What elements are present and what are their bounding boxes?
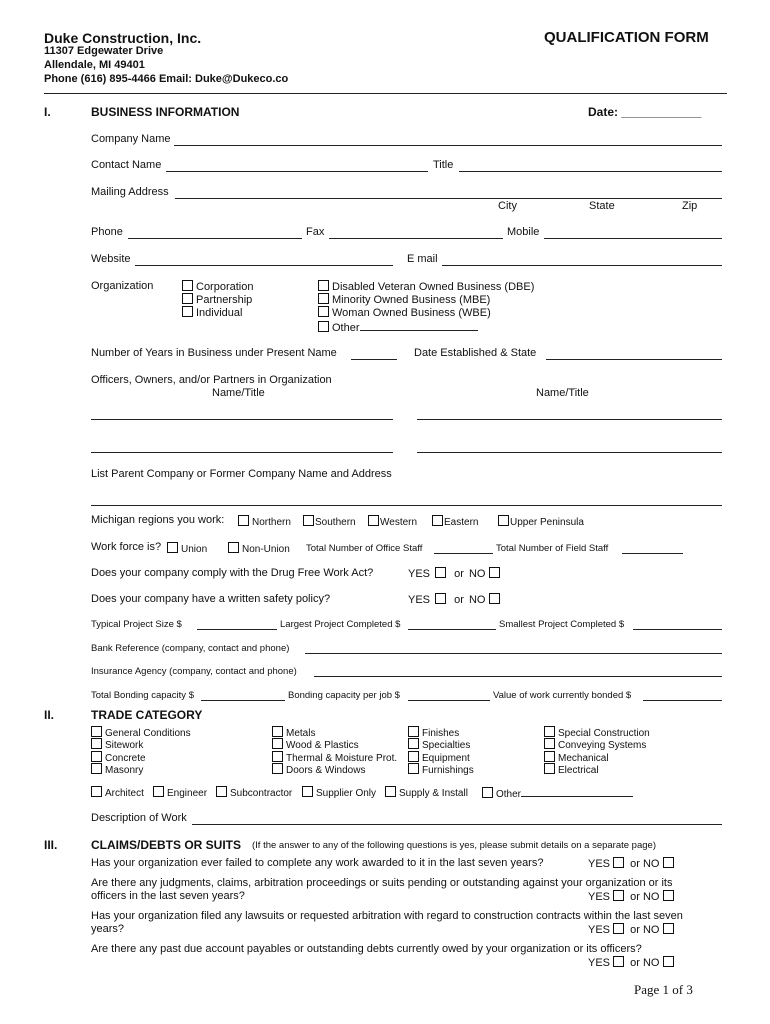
checkbox[interactable]	[408, 726, 419, 737]
typical-size-label: Typical Project Size $	[91, 619, 182, 630]
checkbox[interactable]	[368, 515, 379, 526]
parent-company-field[interactable]	[91, 505, 722, 506]
checkbox[interactable]	[385, 786, 396, 797]
claims-answer-1: YES or NO	[588, 857, 677, 870]
typical-size-field[interactable]	[197, 629, 277, 630]
email-field[interactable]	[442, 265, 722, 266]
website-field[interactable]	[135, 265, 393, 266]
section-1-title: BUSINESS INFORMATION	[91, 105, 240, 119]
q3-yes-checkbox[interactable]	[613, 923, 624, 934]
claims-answer-2: YES or NO	[588, 890, 677, 903]
checkbox[interactable]	[91, 786, 102, 797]
checkbox[interactable]	[318, 306, 329, 317]
checkbox[interactable]	[408, 751, 419, 762]
claims-question-3-line1: Has your organization filed any lawsuits or requested arbitration with regard to construction contracts within the last seven	[91, 910, 683, 922]
checkbox[interactable]	[91, 738, 102, 749]
checkbox[interactable]	[228, 542, 239, 553]
checkbox[interactable]	[91, 726, 102, 737]
city-label: City	[498, 200, 517, 212]
section-3-title: CLAIMS/DEBTS OR SUITS	[91, 838, 242, 852]
region-western-option[interactable]: Western	[368, 515, 417, 528]
title-label: Title	[433, 159, 454, 171]
trade-doors-windows[interactable]: Doors & Windows	[272, 763, 365, 776]
checkbox[interactable]	[544, 738, 555, 749]
q3-no-checkbox[interactable]	[663, 923, 674, 934]
checkbox[interactable]	[408, 738, 419, 749]
org-individual-option[interactable]: Individual	[182, 306, 242, 319]
safety-no-checkbox[interactable]	[489, 593, 500, 604]
description-label: Description of Work	[91, 812, 187, 824]
largest-project-field[interactable]	[408, 629, 496, 630]
checkbox[interactable]	[272, 726, 283, 737]
trade-metals[interactable]: Metals	[272, 726, 315, 739]
checkbox[interactable]	[302, 786, 313, 797]
role-supplier-only[interactable]: Supplier Only	[302, 786, 376, 799]
checkbox[interactable]	[544, 751, 555, 762]
checkbox[interactable]	[544, 763, 555, 774]
q2-yes-checkbox[interactable]	[613, 890, 624, 901]
org-partnership-option[interactable]: Partnership	[182, 293, 252, 306]
dbe-option[interactable]: Disabled Veteran Owned Business (DBE)	[318, 280, 534, 293]
zip-label: Zip	[682, 200, 698, 212]
checkbox[interactable]	[482, 787, 493, 798]
company-address-line1: 11307 Edgewater Drive	[44, 45, 164, 57]
section-1-numeral: I.	[44, 105, 51, 119]
role-other[interactable]: Other	[482, 786, 633, 800]
trade-specialties[interactable]: Specialties	[408, 738, 470, 751]
checkbox[interactable]	[153, 786, 164, 797]
trade-masonry[interactable]: Masonry	[91, 763, 143, 776]
q4-yes-checkbox[interactable]	[613, 956, 624, 967]
fax-field[interactable]	[329, 238, 503, 239]
bonding-per-job-field[interactable]	[408, 700, 490, 701]
form-title: QUALIFICATION FORM	[544, 29, 709, 46]
checkbox[interactable]	[216, 786, 227, 797]
checkbox[interactable]	[272, 751, 283, 762]
years-business-label: Number of Years in Business under Present Name	[91, 347, 337, 359]
insurance-field[interactable]	[314, 676, 722, 677]
organization-label: Organization	[91, 280, 154, 292]
checkbox[interactable]	[238, 515, 249, 526]
work-bonded-field[interactable]	[643, 700, 722, 701]
mobile-field[interactable]	[544, 238, 722, 239]
mailing-address-label: Mailing Address	[91, 186, 169, 198]
company-name-field[interactable]	[174, 145, 722, 146]
region-up-option[interactable]: Upper Peninsula	[498, 515, 584, 528]
checkbox[interactable]	[318, 321, 329, 332]
checkbox[interactable]	[408, 763, 419, 774]
checkbox[interactable]	[182, 280, 193, 291]
officer-field-1[interactable]	[91, 419, 393, 420]
workforce-union-option[interactable]: Union	[167, 542, 207, 555]
name-title-label-left: Name/Title	[212, 387, 265, 399]
phone-field[interactable]	[128, 238, 302, 239]
wbe-option[interactable]: Woman Owned Business (WBE)	[318, 306, 491, 319]
org-corporation-option[interactable]: Corporation	[182, 280, 253, 293]
bank-reference-label: Bank Reference (company, contact and phone)	[91, 643, 290, 654]
claims-question-2-line1: Are there any judgments, claims, arbitration proceedings or suits pending or outstanding against your organization or its	[91, 877, 673, 889]
trade-conveying-systems[interactable]: Conveying Systems	[544, 738, 646, 751]
region-northern-option[interactable]: Northern	[238, 515, 291, 528]
region-eastern-option[interactable]: Eastern	[432, 515, 478, 528]
bank-reference-field[interactable]	[305, 653, 722, 654]
section-3-note: (If the answer to any of the following questions is yes, please submit details on a separate page)	[252, 840, 656, 851]
checkbox[interactable]	[91, 763, 102, 774]
checkbox[interactable]	[498, 515, 509, 526]
work-bonded-label: Value of work currently bonded $	[493, 690, 632, 701]
claims-question-1: Has your organization ever failed to complete any work awarded to it in the last seven years?	[91, 857, 544, 869]
parent-company-label: List Parent Company or Former Company Name and Address	[91, 468, 392, 480]
smallest-project-label: Smallest Project Completed $	[499, 619, 625, 630]
officer-field-3[interactable]	[91, 452, 393, 453]
claims-answer-4: YES or NO	[588, 956, 677, 969]
total-bonding-label: Total Bonding capacity $	[91, 690, 194, 701]
insurance-label: Insurance Agency (company, contact and phone)	[91, 666, 297, 677]
name-title-label-right: Name/Title	[536, 387, 589, 399]
trade-equipment[interactable]: Equipment	[408, 751, 470, 764]
regions-label: Michigan regions you work:	[91, 514, 225, 526]
q4-no-checkbox[interactable]	[663, 956, 674, 967]
mailing-address-field[interactable]	[175, 198, 722, 199]
company-address-line2: Allendale, MI 49401	[44, 59, 145, 71]
description-field[interactable]	[192, 824, 722, 825]
checkbox[interactable]	[272, 738, 283, 749]
email-label: E mail	[407, 253, 438, 265]
drug-free-answer: YES or NO	[408, 567, 503, 580]
officers-label: Officers, Owners, and/or Partners in Organization	[91, 374, 332, 386]
drug-free-question: Does your company comply with the Drug Free Work Act?	[91, 567, 374, 579]
field-staff-label: Total Number of Field Staff	[496, 543, 609, 554]
role-other-field[interactable]	[521, 786, 633, 797]
total-bonding-field[interactable]	[201, 700, 285, 701]
role-supply-install[interactable]: Supply & Install	[385, 786, 468, 799]
smallest-project-field[interactable]	[633, 629, 722, 630]
safety-policy-question: Does your company have a written safety policy?	[91, 593, 331, 605]
years-business-field[interactable]	[351, 359, 397, 360]
title-field[interactable]	[459, 171, 722, 172]
region-southern-option[interactable]: Southern	[303, 515, 356, 528]
field-staff-field[interactable]	[622, 553, 683, 554]
mobile-label: Mobile	[507, 226, 540, 238]
state-label: State	[589, 200, 615, 212]
checkbox[interactable]	[167, 542, 178, 553]
bonding-per-job-label: Bonding capacity per job $	[288, 690, 400, 701]
role-architect[interactable]: Architect	[91, 786, 144, 799]
header-divider	[44, 93, 727, 94]
checkbox[interactable]	[91, 751, 102, 762]
section-2-title: TRADE CATEGORY	[91, 708, 203, 722]
trade-mechanical[interactable]: Mechanical	[544, 751, 609, 764]
checkbox[interactable]	[182, 306, 193, 317]
date-field[interactable]: Date: ____________	[588, 105, 702, 119]
safety-yes-checkbox[interactable]	[435, 593, 446, 604]
checkbox[interactable]	[432, 515, 443, 526]
role-engineer[interactable]: Engineer	[153, 786, 207, 799]
safety-policy-answer: YES or NO	[408, 593, 503, 606]
q1-yes-checkbox[interactable]	[613, 857, 624, 868]
trade-sitework[interactable]: Sitework	[91, 738, 143, 751]
claims-question-3-line2: years?	[91, 923, 125, 935]
mbe-option[interactable]: Minority Owned Business (MBE)	[318, 293, 490, 306]
checkbox[interactable]	[182, 293, 193, 304]
checkbox[interactable]	[272, 763, 283, 774]
claims-answer-3: YES or NO	[588, 923, 677, 936]
role-subcontractor[interactable]: Subcontractor	[216, 786, 292, 799]
trade-electrical[interactable]: Electrical	[544, 763, 599, 776]
officer-field-2[interactable]	[417, 419, 722, 420]
q2-no-checkbox[interactable]	[663, 890, 674, 901]
claims-question-2-line2: officers in the last seven years?	[91, 890, 245, 902]
checkbox[interactable]	[544, 726, 555, 737]
workforce-label: Work force is?	[91, 541, 162, 553]
date-established-field[interactable]	[546, 359, 722, 360]
phone-label: Phone	[91, 226, 123, 238]
workforce-nonunion-option[interactable]: Non-Union	[228, 542, 290, 555]
trade-general-conditions[interactable]: General Conditions	[91, 726, 191, 739]
claims-question-4: Are there any past due account payables or outstanding debts currently owed by your organization or its officers?	[91, 943, 642, 955]
office-staff-field[interactable]	[434, 553, 493, 554]
other-business-option[interactable]: Other	[318, 320, 478, 334]
contact-name-field[interactable]	[166, 171, 428, 172]
checkbox[interactable]	[318, 293, 329, 304]
trade-furnishings[interactable]: Furnishings	[408, 763, 474, 776]
trade-finishes[interactable]: Finishes	[408, 726, 459, 739]
drug-free-no-checkbox[interactable]	[489, 567, 500, 578]
page-number: Page 1 of 3	[634, 982, 693, 997]
date-established-label: Date Established & State	[414, 347, 537, 359]
company-contact: Phone (616) 895-4466 Email: Duke@Dukeco.co	[44, 73, 289, 85]
checkbox[interactable]	[303, 515, 314, 526]
other-business-field[interactable]	[360, 320, 478, 331]
company-name-label: Company Name	[91, 133, 171, 145]
trade-concrete[interactable]: Concrete	[91, 751, 146, 764]
trade-wood-plastics[interactable]: Wood & Plastics	[272, 738, 359, 751]
largest-project-label: Largest Project Completed $	[280, 619, 401, 630]
drug-free-yes-checkbox[interactable]	[435, 567, 446, 578]
company-name: Duke Construction, Inc.	[44, 30, 202, 46]
officer-field-4[interactable]	[417, 452, 722, 453]
website-label: Website	[91, 253, 131, 265]
contact-name-label: Contact Name	[91, 159, 162, 171]
section-3-numeral: III.	[44, 838, 58, 852]
trade-special-construction[interactable]: Special Construction	[544, 726, 650, 739]
checkbox[interactable]	[318, 280, 329, 291]
section-2-numeral: II.	[44, 708, 55, 722]
trade-thermal-moisture[interactable]: Thermal & Moisture Prot.	[272, 751, 397, 764]
q1-no-checkbox[interactable]	[663, 857, 674, 868]
fax-label: Fax	[306, 226, 325, 238]
office-staff-label: Total Number of Office Staff	[306, 543, 423, 554]
